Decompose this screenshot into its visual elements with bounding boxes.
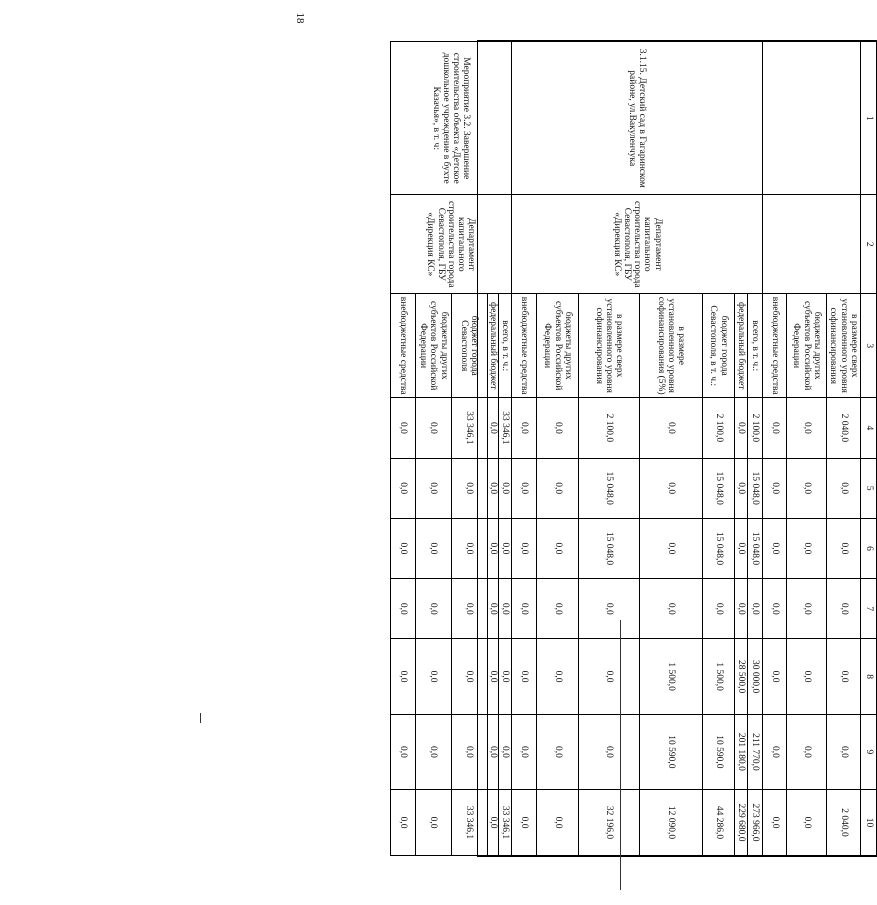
value-cell: 0,0 [499, 579, 512, 639]
value-cell: 0,0 [827, 639, 861, 714]
funding-source-cell: всего, в т. ч.: [748, 294, 763, 398]
value-cell: 0,0 [390, 639, 415, 714]
value-cell: 33 346,1 [451, 398, 487, 458]
value-cell: 15 048,0 [748, 458, 763, 518]
funding-source-cell: бюджет города Севастополя, в т. ч.: [703, 294, 735, 398]
executor-cell [763, 195, 861, 294]
value-cell: 0,0 [487, 579, 498, 639]
scan-mark [200, 713, 201, 723]
measure-name-cell: 3.1.15. Детский сад в Гагаринском районе, ул.Вакуленчука [512, 42, 763, 195]
table-row [827, 42, 861, 856]
funding-source-cell: в размере установленного уровня софинансирования (5%) [640, 294, 703, 398]
value-cell: 0,0 [537, 458, 579, 518]
value-cell: 0,0 [499, 518, 512, 578]
value-cell: 0,0 [415, 714, 451, 789]
value-cell: 0,0 [512, 458, 537, 518]
measure-name-cell [763, 42, 861, 195]
value-cell: 0,0 [537, 398, 579, 458]
value-cell: 0,0 [787, 518, 827, 578]
value-cell: 0,0 [415, 790, 451, 856]
value-cell: 0,0 [487, 518, 498, 578]
value-cell: 0,0 [579, 639, 640, 714]
value-cell: 0,0 [827, 518, 861, 578]
funding-source-cell: всего, в т. ч.: [499, 294, 512, 398]
table-row [748, 42, 763, 856]
value-cell: 0,0 [735, 398, 748, 458]
value-cell: 28 500,0 [735, 639, 748, 714]
value-cell: 2 040,0 [827, 790, 861, 856]
value-cell: 0,0 [512, 714, 537, 789]
value-cell: 0,0 [827, 579, 861, 639]
header-cell: 10 [861, 790, 877, 856]
value-cell: 0,0 [390, 579, 415, 639]
value-cell: 32 196,0 [579, 790, 640, 856]
value-cell: 10 590,0 [640, 714, 703, 789]
block3 [390, 42, 511, 856]
value-cell: 0,0 [735, 579, 748, 639]
value-cell: 0,0 [487, 714, 498, 789]
budget-table [390, 41, 877, 856]
value-cell: 0,0 [787, 398, 827, 458]
funding-source-cell: бюджеты других субъектов Российской Федерации [787, 294, 827, 398]
value-cell: 0,0 [787, 714, 827, 789]
value-cell: 273 966,0 [748, 790, 763, 856]
block2 [512, 42, 763, 856]
header-cell: 7 [861, 579, 877, 639]
funding-source-cell: в размере сверх установленного уровня софинансирования [579, 294, 640, 398]
value-cell: 0,0 [579, 714, 640, 789]
value-cell: 0,0 [787, 579, 827, 639]
value-cell: 0,0 [390, 518, 415, 578]
executor-cell: Департамент капитального строительства города Севастополя, ГБУ «Дирекция КС» [512, 195, 763, 294]
value-cell: 0,0 [537, 714, 579, 789]
executor-cell: Департамент капитального строительства города Севастополя, ГБУ «Дирекция КС» [390, 195, 511, 294]
value-cell: 30 000,0 [748, 639, 763, 714]
value-cell: 0,0 [537, 579, 579, 639]
measure-name-cell: Мероприятие 3.2. Завершение строительства объекта «Детское дошкольное учреждение в бухте Казачья», в т. ч: [390, 42, 511, 195]
value-cell: 2 040,0 [827, 398, 861, 458]
value-cell: 0,0 [763, 398, 787, 458]
value-cell: 0,0 [640, 579, 703, 639]
value-cell: 0,0 [827, 458, 861, 518]
funding-source-cell: внебюджетные средства [512, 294, 537, 398]
value-cell: 0,0 [735, 518, 748, 578]
value-cell: 12 090,0 [640, 790, 703, 856]
value-cell: 0,0 [487, 790, 498, 856]
budget-table-container [397, 41, 877, 856]
value-cell: 0,0 [579, 579, 640, 639]
value-cell: 0,0 [512, 398, 537, 458]
table-row [499, 42, 512, 856]
page-number: 18 [294, 12, 306, 24]
value-cell: 0,0 [451, 458, 487, 518]
value-cell: 15 048,0 [579, 518, 640, 578]
funding-source-cell: бюджеты других субъектов Российской Федерации [415, 294, 451, 398]
header-cell: 8 [861, 639, 877, 714]
funding-source-cell: бюджет города Севастополя [451, 294, 487, 398]
value-cell: 0,0 [390, 714, 415, 789]
value-cell: 0,0 [640, 398, 703, 458]
value-cell: 15 048,0 [703, 458, 735, 518]
value-cell: 0,0 [512, 579, 537, 639]
value-cell: 0,0 [787, 458, 827, 518]
value-cell: 0,0 [451, 714, 487, 789]
value-cell: 0,0 [499, 714, 512, 789]
value-cell: 0,0 [512, 518, 537, 578]
value-cell: 0,0 [763, 639, 787, 714]
value-cell: 211 770,0 [748, 714, 763, 789]
funding-source-cell: в размере сверх установленного уровня софинансирования [827, 294, 861, 398]
value-cell: 2 100,0 [579, 398, 640, 458]
value-cell: 0,0 [499, 639, 512, 714]
value-cell: 201 180,0 [735, 714, 748, 789]
value-cell: 0,0 [415, 639, 451, 714]
header-cell: 5 [861, 458, 877, 518]
header-cell: 3 [861, 294, 877, 398]
value-cell: 0,0 [763, 714, 787, 789]
value-cell: 0,0 [640, 518, 703, 578]
value-cell: 0,0 [512, 639, 537, 714]
value-cell: 0,0 [451, 518, 487, 578]
header-cell: 4 [861, 398, 877, 458]
value-cell: 0,0 [763, 458, 787, 518]
value-cell: 0,0 [390, 458, 415, 518]
value-cell: 0,0 [487, 458, 498, 518]
value-cell: 33 346,1 [451, 790, 487, 856]
value-cell: 44 286,0 [703, 790, 735, 856]
value-cell: 15 048,0 [579, 458, 640, 518]
funding-source-cell: бюджеты других субъектов Российской Федерации [537, 294, 579, 398]
value-cell: 0,0 [512, 790, 537, 856]
funding-source-cell: внебюджетные средства [390, 294, 415, 398]
value-cell: 0,0 [487, 398, 498, 458]
value-cell: 0,0 [763, 518, 787, 578]
header-cell: 2 [861, 195, 877, 294]
value-cell: 229 680,0 [735, 790, 748, 856]
value-cell: 0,0 [415, 458, 451, 518]
value-cell: 0,0 [703, 579, 735, 639]
value-cell: 0,0 [451, 639, 487, 714]
value-cell: 0,0 [640, 458, 703, 518]
value-cell: 0,0 [451, 579, 487, 639]
value-cell: 0,0 [787, 790, 827, 856]
header-cell: 9 [861, 714, 877, 789]
value-cell: 0,0 [763, 579, 787, 639]
value-cell: 0,0 [390, 398, 415, 458]
page-edge-line [620, 620, 621, 890]
value-cell: 0,0 [537, 639, 579, 714]
value-cell: 0,0 [827, 714, 861, 789]
value-cell: 0,0 [537, 790, 579, 856]
header-row [861, 42, 877, 856]
value-cell: 33 346,1 [499, 398, 512, 458]
value-cell: 0,0 [763, 790, 787, 856]
value-cell: 1 500,0 [703, 639, 735, 714]
value-cell: 2 100,0 [748, 398, 763, 458]
funding-source-cell: федеральный бюджет [487, 294, 498, 398]
header-cell: 6 [861, 518, 877, 578]
header-cell: 1 [861, 42, 877, 195]
value-cell: 0,0 [415, 579, 451, 639]
value-cell: 0,0 [748, 579, 763, 639]
value-cell: 0,0 [390, 790, 415, 856]
value-cell: 10 590,0 [703, 714, 735, 789]
funding-source-cell: внебюджетные средства [763, 294, 787, 398]
value-cell: 33 346,1 [499, 790, 512, 856]
value-cell: 0,0 [415, 518, 451, 578]
value-cell: 2 100,0 [703, 398, 735, 458]
value-cell: 0,0 [499, 458, 512, 518]
block1 [763, 42, 861, 856]
value-cell: 0,0 [537, 518, 579, 578]
funding-source-cell: федеральный бюджет [735, 294, 748, 398]
value-cell: 0,0 [787, 639, 827, 714]
value-cell: 15 048,0 [748, 518, 763, 578]
value-cell: 15 048,0 [703, 518, 735, 578]
value-cell: 0,0 [415, 398, 451, 458]
value-cell: 1 500,0 [640, 639, 703, 714]
value-cell: 0,0 [735, 458, 748, 518]
value-cell: 0,0 [487, 639, 498, 714]
